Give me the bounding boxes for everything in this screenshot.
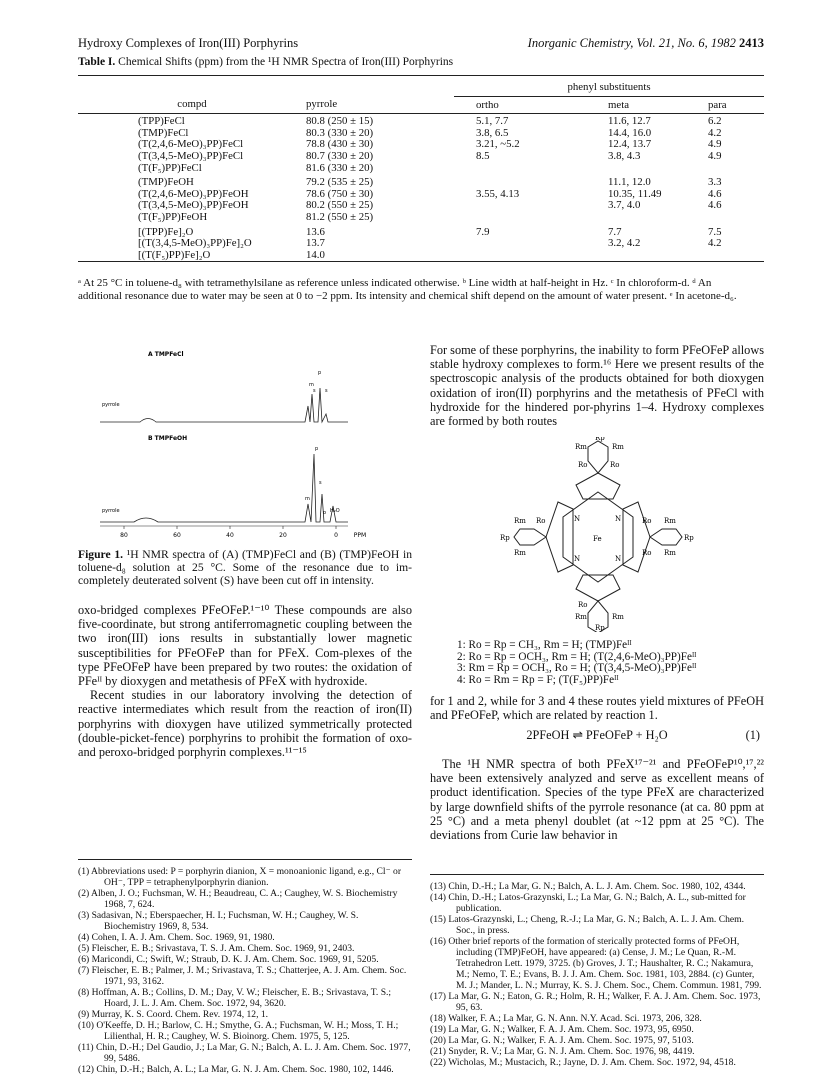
table-cell <box>454 200 564 212</box>
paragraph: oxo-bridged complexes PFeOFeP.¹⁻¹⁰ These compounds are also five-coordinate, but strong antiferromagnetic coupling between the two iron(III) ions results in substantially lower magnetic susceptibilities for PFeOFeP than for PFeX. Com-plexes of the type PFeOFeP have been prepared by two routes: the oxidation of PFeᴵᴵ by dioxygen and metathesis of PFeX with hydroxide. <box>78 603 412 689</box>
reference-item: (8) Hoffman, A. B.; Collins, D. M.; Day, V. W.; Fleischer, E. B.; Srivastava, T. S.; Hoard, J. L. J. Am. Chem. Soc. 1972, 94, 3620. <box>78 987 392 1009</box>
figure-caption: Figure 1. ¹H NMR spectra of (A) (TMP)FeCl and (B) (TMP)FeOH in toluene-d₈ solution at 25 °C. Some of the resonance due to im-completely deuterated solvent (S) have been cut off in intensity. <box>78 548 412 587</box>
table-row <box>78 151 764 163</box>
table-row <box>78 238 764 250</box>
col-header-ortho: ortho <box>476 98 499 111</box>
table-cell: 11.1, 12.0 <box>608 176 651 189</box>
reference-item: (14) Chin, D.-H.; Latos-Grazynski, L.; La Mar, G. N.; Balch, A. L., sub-mitted for publication. <box>430 892 746 914</box>
table-cell: 4.6 <box>708 187 722 200</box>
compound-2: 2: Ro = Rp = OCH₃, Rm = H; (T(2,4,6-MeO)₃PP)Feᴵᴵ <box>457 650 697 663</box>
table-cell: 13.7 <box>306 237 325 250</box>
table-cell: 79.2 (535 ± 25) <box>306 176 374 189</box>
ro-label: Ro <box>610 461 620 469</box>
spectrum-b-trace <box>100 454 348 522</box>
peak-label-s-b: s <box>319 480 322 486</box>
rp-label: Rp <box>595 437 605 442</box>
reference-item: (9) Murray, K. S. Coord. Chem. Rev. 1974, 12, 1. <box>78 1009 269 1020</box>
table-cell: 7.7 <box>608 225 622 238</box>
rm-label: Rm <box>575 613 587 621</box>
table-cell: 78.6 (750 ± 30) <box>306 187 374 200</box>
table-cell: 3.8, 6.5 <box>476 126 509 139</box>
table-cell: 4.6 <box>708 199 722 212</box>
porphyrin-svg <box>478 437 718 632</box>
reference-item: (19) La Mar, G. N.; Walker, F. A. J. Am. Chem. Soc. 1973, 95, 6950. <box>430 1024 694 1035</box>
nmr-spectra-svg <box>80 344 415 544</box>
pyrrole-label-b: pyrrole <box>102 508 120 514</box>
running-header-title: Hydroxy Complexes of Iron(III) Porphyrins <box>78 36 299 50</box>
page-number: 2413 <box>739 36 764 50</box>
reference-item: (5) Fleischer, E. B.; Srivastava, T. S. J. Am. Chem. Soc. 1969, 91, 2403. <box>78 943 355 954</box>
table-cell: (T(3,4,5-MeO)₃PP)FeOH <box>138 199 249 212</box>
table-cell: 3.8, 4.3 <box>608 149 641 162</box>
tick-60: 60 <box>173 532 181 539</box>
label-a: A TMPFeCl <box>148 351 184 358</box>
references-left <box>78 866 412 1075</box>
table-row <box>78 250 764 262</box>
rm-label: Rm <box>612 613 624 621</box>
table-cell: 3.21, ~5.2 <box>476 138 520 151</box>
table-cell: 80.8 (250 ± 15) <box>306 115 374 128</box>
peak-label-s1-a: s <box>313 388 316 394</box>
table-cell: 14.0 <box>306 248 325 261</box>
table-cell: 11.6, 12.7 <box>608 115 651 128</box>
peak-label-p-b: p <box>315 446 319 452</box>
table-cell: 8.5 <box>476 149 490 162</box>
table-cell <box>684 163 764 175</box>
equation-1: 2PFeOH ⇌ PFeOFeP + H₂O (1) <box>526 728 760 742</box>
spectrum-a-trace <box>100 388 348 422</box>
peak-label-o-b: o <box>323 510 327 516</box>
compound-1: 1: Ro = Rp = CH₃, Rm = H; (TMP)Feᴵᴵ <box>457 639 632 651</box>
footnote-rule-right <box>430 874 764 875</box>
table-cell: (T(2,4,6-MeO)₃PP)FeCl <box>138 138 244 151</box>
paragraph: Recent studies in our laboratory involving the detection of reactive intermediates which result from the reaction of iron(II) porphyrins with dioxygen have utilized symmetrically protected (double-picket-fence) porphyrins to prohibit the formation of oxo- and peroxo-bridged porphyrin complexes.¹¹⁻¹⁵ <box>78 688 412 760</box>
ro-label: Ro <box>578 461 588 469</box>
rm-label: Rm <box>612 443 624 451</box>
table-cell: 4.9 <box>708 138 722 151</box>
reference-item: (17) La Mar, G. N.; Eaton, G. R.; Holm, R. H.; Walker, F. A. J. Am. Chem. Soc. 1973, 95, 63. <box>430 991 761 1013</box>
table-cell: 80.7 (330 ± 20) <box>306 149 374 162</box>
tick-40: 40 <box>226 532 234 539</box>
table-cell: 13.6 <box>306 225 325 238</box>
table-cell: 7.5 <box>708 225 722 238</box>
ro-label: Ro <box>536 517 546 525</box>
table-cell: (TMP)FeCl <box>138 126 189 139</box>
table-cell: 14.4, 16.0 <box>608 126 652 139</box>
table-cell <box>684 250 764 262</box>
nmr-table <box>78 75 764 264</box>
table-cell: (T(F₅)PP)FeCl <box>138 161 202 174</box>
table-cell <box>454 238 564 250</box>
table-cell: (T(F₅)PP)FeOH <box>138 210 208 223</box>
table-cell: 3.2, 4.2 <box>608 237 641 250</box>
peak-label-m-b: m <box>305 496 310 502</box>
compound-list <box>457 640 777 686</box>
ro-label: Ro <box>642 517 652 525</box>
table-row <box>78 224 764 239</box>
table-row <box>78 163 764 175</box>
table-cell <box>454 163 564 175</box>
reference-item: (22) Wicholas, M.; Mustacich, R.; Jayne, D. J. Am. Chem. Soc. 1972, 94, 4518. <box>430 1057 736 1068</box>
reference-item: (15) Latos-Grazynski, L.; Cheng, R.-J.; La Mar, G. N.; Balch, A. L. J. Am. Chem. Soc., in press. <box>430 914 745 936</box>
table-cell: 5.1, 7.7 <box>476 115 509 128</box>
ro-label: Ro <box>642 549 652 557</box>
n-atom: N <box>574 555 581 563</box>
col-header-meta: meta <box>608 98 629 111</box>
table-cell: 78.8 (430 ± 30) <box>306 138 374 151</box>
table-cell: 80.2 (550 ± 25) <box>306 199 374 212</box>
footnote-rule-left <box>78 859 412 860</box>
tick-80: 80 <box>120 532 128 539</box>
axis-unit: PPM <box>353 532 367 539</box>
right-body-text-1: For some of these porphyrins, the inability to form PFeOFeP allows stable hydroxy complexes to form.¹⁶ Here we present results of the spectroscopic analysis of the products obtained for both dioxygen oxidation of iron(II) porphyrins and the metathesis of PFeCl with hydroxide for the hindered por-phyrins 1–4. Hydroxy complexes are formed by both routes <box>430 343 764 429</box>
peak-label-water: H₂O <box>330 508 340 514</box>
table-cell: 7.9 <box>476 225 490 238</box>
table-cell: 81.2 (550 ± 25) <box>306 210 374 223</box>
compound-4: 4: Ro = Rm = Rp = F; (T(F₅)PP)Feᴵᴵ <box>457 673 619 686</box>
compound-3: 3: Rm = Rp = OCH₃, Ro = H; (T(3,4,5-MeO)₃PP)Feᴵᴵ <box>457 662 697 674</box>
rm-label: Rm <box>514 549 526 557</box>
running-header-journal: Inorganic Chemistry, Vol. 21, No. 6, 1982 2413 <box>527 36 764 50</box>
n-atom: N <box>615 555 622 563</box>
table-cell: 4.2 <box>708 237 722 250</box>
reference-item: (10) O'Keeffe, D. H.; Barlow, C. H.; Smythe, G. A.; Fuchsman, W. H.; Moss, T. H.; Lilienthal, H. R.; Caughey, W. S. Bioinorg. Chem. 1975, 5, 125. <box>78 1020 399 1042</box>
rm-label: Rm <box>514 517 526 525</box>
right-body-text-2: for 1 and 2, while for 3 and 4 these routes yield mixtures of PFeOH and PFeOFeP, which are related by reaction 1. <box>430 694 764 723</box>
reference-item: (2) Alben, J. O.; Fuchsman, W. H.; Beaudreau, C. A.; Caughey, W. S. Biochemistry 1968, 7, 624. <box>78 888 398 910</box>
label-b: B TMPFeOH <box>148 435 188 442</box>
table-cell <box>564 212 684 224</box>
table-cell: (TMP)FeOH <box>138 176 194 189</box>
nmr-figure <box>80 344 415 544</box>
table-header-row <box>78 96 764 114</box>
rp-label: Rp <box>500 534 510 542</box>
reference-item: (4) Cohen, I. A. J. Am. Chem. Soc. 1969, 91, 1980. <box>78 932 275 943</box>
rp-label: Rp <box>684 534 694 542</box>
rp-label: Rp <box>595 624 605 632</box>
table-cell: (T(3,4,5-MeO)₃PP)FeCl <box>138 149 244 162</box>
table-cell: 80.3 (330 ± 20) <box>306 126 374 139</box>
porphyrin-structure <box>478 437 718 632</box>
table-cell: 4.9 <box>708 149 722 162</box>
table-row <box>78 212 764 224</box>
phenyl-group-header: phenyl substituents <box>454 82 764 96</box>
pyrrole-label-a: pyrrole <box>102 402 120 408</box>
table-cell: [(T(3,4,5-MeO)₃PP)Fe]₂O <box>138 237 252 250</box>
table-cell: 12.4, 13.7 <box>608 138 652 151</box>
peak-label-s2-a: s <box>325 388 328 394</box>
tick-20: 20 <box>279 532 287 539</box>
table-cell <box>454 212 564 224</box>
rm-label: Rm <box>664 549 676 557</box>
table-cell <box>564 250 684 262</box>
table-cell: 10.35, 11.49 <box>608 187 662 200</box>
peak-label-m-a: m <box>309 382 314 388</box>
table-row <box>78 174 764 189</box>
table-cell <box>454 174 564 189</box>
table-cell <box>684 212 764 224</box>
table-cell: 3.7, 4.0 <box>608 199 641 212</box>
col-header-pyrrole: pyrrole <box>306 98 338 111</box>
right-body-text-3: The ¹H NMR spectra of both PFeX¹⁷⁻²¹ and PFeOFeP¹⁰,¹⁷,²² have been extensively analyzed and serve as excellent means of product identification. Species of the type PFeX are characterized by large downfield shifts of the pyrrole resonance (at ca. 80 ppm at 25 °C) and a meta phenyl doublet (at ~12 ppm at 25 °C). The deviations from Curie law behavior in <box>430 757 764 843</box>
reference-item: (7) Fleischer, E. B.; Palmer, J. M.; Srivastava, T. S.; Chatterjee, A. J. Am. Chem. Soc. 1971, 93, 3162. <box>78 965 407 987</box>
tick-0: 0 <box>334 532 338 539</box>
table-cell: 3.3 <box>708 176 722 189</box>
rm-label: Rm <box>664 517 676 525</box>
n-atom: N <box>615 515 622 523</box>
reference-item: (16) Other brief reports of the formation of sterically protected forms of PFeOH, including (TMP)FeOH, have appeared: (a) Cense, J. M.; Le Quan, R.-M. Tetrahedron Lett. 1979, 3725. (b) Groves, J. T.; Haushalter, R. C.; Nakamura, M.; Nemo, T. E.; Evans, B. J. J. Am. Chem. Soc. 1981, 103, 2884. (c) Gunter, M. J.; Mander, L. N.; Murray, K. S. J. Chem. Soc., Chem. Commun. 1981, 799. <box>430 936 762 991</box>
reference-item: (18) Walker, F. A.; La Mar, G. N. Ann. N.Y. Acad. Sci. 1973, 206, 328. <box>430 1013 702 1024</box>
n-atom: N <box>574 515 581 523</box>
reference-item: (13) Chin, D.-H.; La Mar, G. N.; Balch, A. L. J. Am. Chem. Soc. 1980, 102, 4344. <box>430 881 746 892</box>
table-cell: (T(2,4,6-MeO)₃PP)FeOH <box>138 187 249 200</box>
references-right <box>430 881 764 1068</box>
table-footnote: ᵃ At 25 °C in toluene-d₈ with tetramethylsilane as reference unless indicated otherwise. ᵇ Line width at half-height in Hz. ᶜ In chloroform-d. ᵈ An additional resonance due to water may be seen at 0 to −2 ppm. Its intensity and chemical shift depend on the amount of water present. ᵉ In acetone-d₆. <box>78 277 737 302</box>
table-cell <box>564 163 684 175</box>
reference-item: (20) La Mar, G. N.; Walker, F. A. J. Am. Chem. Soc. 1975, 97, 5103. <box>430 1035 694 1046</box>
reference-item: (12) Chin, D.-H.; Balch, A. L.; La Mar, G. N. J. Am. Chem. Soc. 1980, 102, 1446. <box>78 1064 394 1075</box>
table-cell: [(TPP)Fe]₂O <box>138 225 194 238</box>
table-cell: [(T(F₅)PP)Fe]₂O <box>138 248 211 261</box>
left-body-text <box>78 603 412 759</box>
reference-item: (11) Chin, D.-H.; Del Gaudio, J.; La Mar, G. N.; Balch, A. L. J. Am. Chem. Soc. 1977, 99, 5486. <box>78 1042 411 1064</box>
table-cell: 3.55, 4.13 <box>476 187 520 200</box>
fe-atom: Fe <box>593 535 602 543</box>
table-cell: 81.6 (330 ± 20) <box>306 161 374 174</box>
table-cell: 6.2 <box>708 115 722 128</box>
table-cell: (TPP)FeCl <box>138 115 185 128</box>
table-cell: 4.2 <box>708 126 722 139</box>
ro-label: Ro <box>578 601 588 609</box>
reference-item: (21) Snyder, R. V.; La Mar, G. N. J. Am. Chem. Soc. 1976, 98, 4419. <box>430 1046 695 1057</box>
reference-item: (1) Abbreviations used: P = porphyrin dianion, X = monoanionic ligand, e.g., Cl⁻ or OH⁻, TPP = tetraphenylporphyrin dianion. <box>78 866 402 888</box>
table-cell <box>454 250 564 262</box>
col-header-compd: compd <box>177 98 207 111</box>
col-header-para: para <box>708 98 727 111</box>
reference-item: (3) Sadasivan, N.; Eberspaecher, H. I.; Fuchsman, W. H.; Caughey, W. S. Biochemistry 1969, 8, 534. <box>78 910 359 932</box>
reference-item: (6) Maricondi, C.; Swift, W.; Straub, D. K. J. Am. Chem. Soc. 1969, 91, 5205. <box>78 954 379 965</box>
table-caption: Table I. Chemical Shifts (ppm) from the ¹H NMR Spectra of Iron(III) Porphyrins <box>78 56 454 68</box>
rm-label: Rm <box>575 443 587 451</box>
peak-label-p-a: p <box>318 370 322 376</box>
